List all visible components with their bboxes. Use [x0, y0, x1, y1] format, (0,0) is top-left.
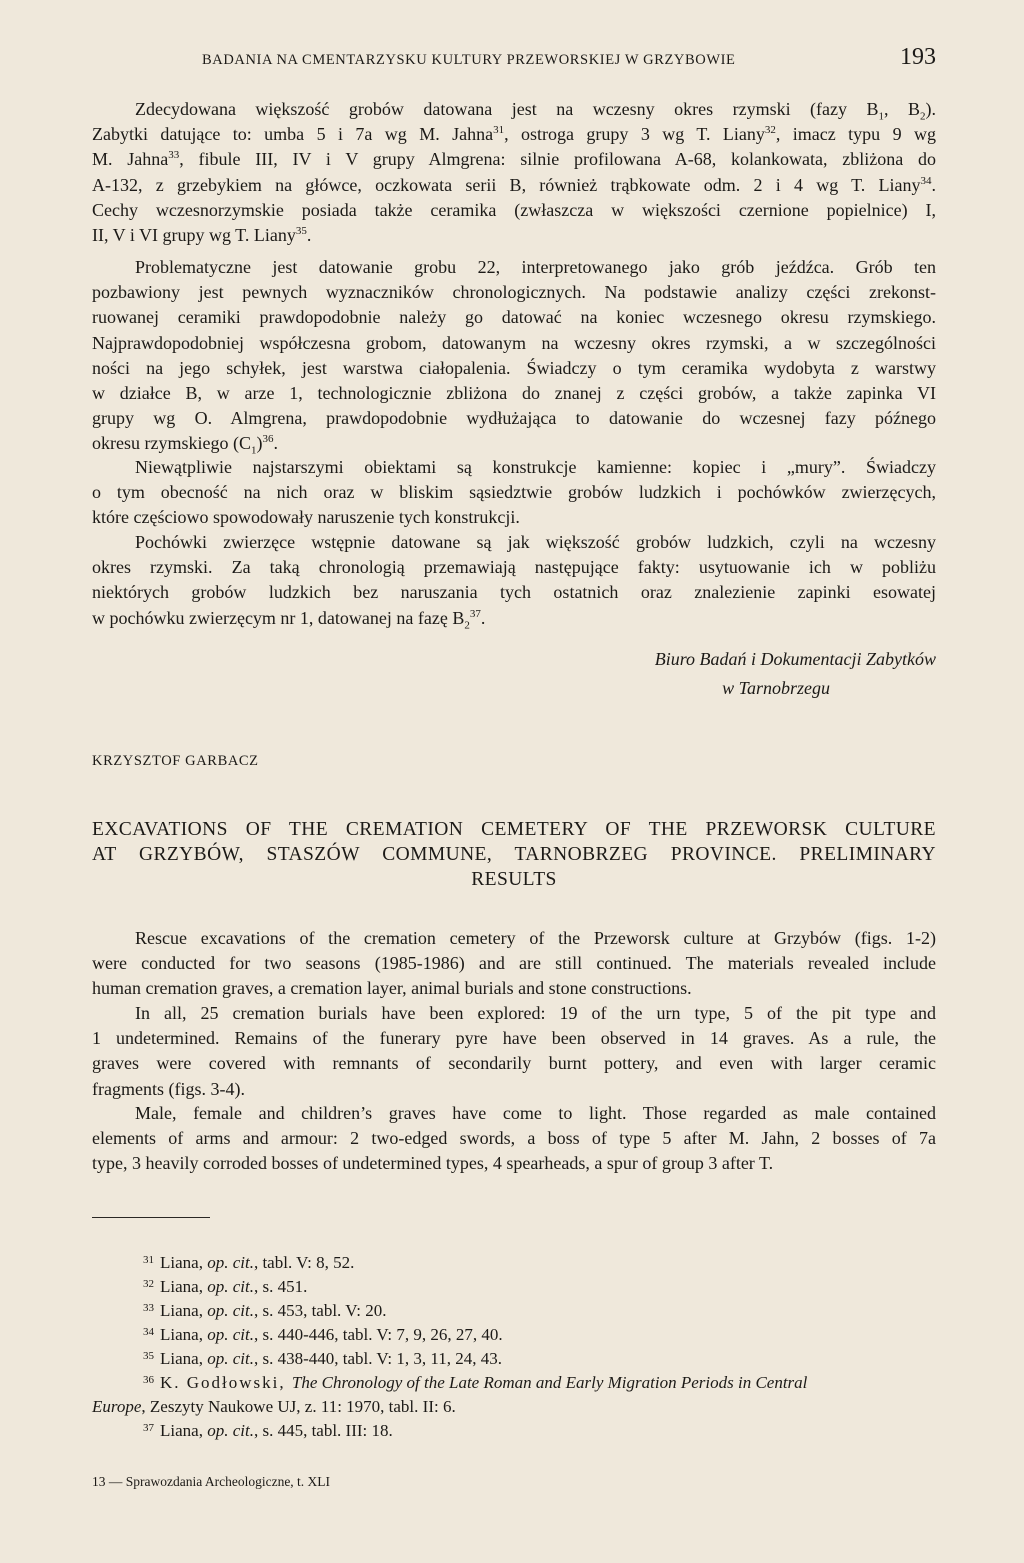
footnote-number: 32 — [143, 1278, 154, 1290]
text-line: Problematyczne jest datowanie grobu 22, interpretowanego jako grób jeźdźca. Grób ten — [135, 257, 936, 277]
text-line: type, 3 heavily corroded bosses of undetermined types, 4 spearheads, a spur of group 3 after T. — [92, 1153, 774, 1174]
footnote-number: 37 — [143, 1422, 154, 1434]
paragraph-cremation-burials — [92, 1001, 936, 1102]
footnote-separator — [92, 1217, 210, 1218]
text-line: Zabytki datujące to: umba 5 i 7a wg M. Jahna$^{31}$, ostroga grupy 3 wg T. Liany$^{32}$, imacz typu 9 wg — [92, 124, 936, 145]
text-line: okres rzymski. Za taką chronologią przemawiają następujące fakty: usytuowanie ich w pobliżu — [92, 557, 936, 578]
text-line: Pochówki zwierzęce wstępnie datowane są jak większość grobów ludzkich, czyli na wczesny — [135, 532, 936, 552]
signature-line: 13 — Sprawozdania Archeologiczne, t. XLI — [92, 1474, 331, 1489]
paragraph-rescue-excavations — [92, 926, 936, 1002]
article-author: KRZYSZTOF GARBACZ — [92, 753, 259, 769]
text-line: które częściowo spowodowały naruszenie tych konstrukcji. — [92, 507, 520, 528]
text-line: w działce B, w arze 1, technologicznie zbliżona do znanej z części grobów, a także zapinka VI — [92, 383, 936, 404]
footnote-34: 34 Liana, op. cit., s. 440-446, tabl. V: 7, 9, 26, 27, 40. — [160, 1323, 936, 1347]
text-line: Najprawdopodobniej współczesna grobom, datowanym na wczesny okres rzymski, a w szczególności — [92, 332, 936, 353]
footnote-35: 35 Liana, op. cit., s. 438-440, tabl. V: 1, 3, 11, 24, 43. — [160, 1347, 936, 1371]
paragraph-graves-finds — [92, 1101, 936, 1177]
text-line: grupy wg O. Almgrena, prawdopodobnie wydłużająca to datowanie do wczesnej fazy późnego — [92, 408, 936, 429]
footnote-number: 35 — [143, 1350, 154, 1362]
title-line: AT GRZYBÓW, STASZÓW COMMUNE, TARNOBRZEG PROVINCE. PRELIMINARY — [92, 844, 936, 865]
paragraph-grave-22 — [92, 255, 936, 457]
affiliation-line: w Tarnobrzegu — [722, 678, 830, 698]
footnote-36-continued: Europe, Zeszyty Naukowe UJ, z. 11: 1970, tabl. II: 6. — [92, 1397, 456, 1416]
title-line: EXCAVATIONS OF THE CREMATION CEMETERY OF THE PRZEWORSK CULTURE — [92, 819, 936, 840]
text-line: Cechy wczesnorzymskie posiada także ceramika (zwłaszcza w większości czernione popielnice) I, — [92, 199, 936, 220]
footnote-36: 36 K. Godłowski, The Chronology of the Late Roman and Early Migration Periods in Central — [160, 1371, 936, 1395]
paragraph-dating-early-roman — [92, 97, 936, 248]
text-line: okresu rzymskiego $(C_1)^{36}$. — [92, 433, 278, 458]
title-line: RESULTS — [471, 869, 557, 890]
footnote-number: 33 — [143, 1302, 154, 1314]
author-affiliation — [560, 645, 936, 703]
text-line: 1 undetermined. Remains of the funerary pyre have been observed in 14 graves. As a rule, the — [92, 1028, 936, 1049]
text-line: o tym obecność na nich oraz w bliskim sąsiedztwie grobów ludzkich i pochówków zwierzęcych, — [92, 482, 936, 503]
text-line: ności na jego schyłek, jest warstwa ciałopalenia. Świadczy o tym ceramika wydobyta z warstwy — [92, 357, 936, 378]
text-line: elements of arms and armour: 2 two-edged swords, a boss of type 5 after M. Jahn, 2 bosses of 7a — [92, 1128, 936, 1149]
footnote-number: 34 — [143, 1326, 154, 1338]
text-line: Niewątpliwie najstarszymi obiektami są konstrukcje kamienne: kopiec i „mury”. Świadczy — [135, 457, 936, 477]
paragraph-stone-constructions — [92, 455, 936, 531]
footnote-33: 33 Liana, op. cit., s. 453, tabl. V: 20. — [160, 1299, 936, 1323]
affiliation-line: Biuro Badań i Dokumentacji Zabytków — [654, 649, 936, 669]
text-line: w pochówku zwierzęcym nr 1, datowanej na fazę $B_2^{37}$. — [92, 607, 486, 632]
running-title: BADANIA NA CMENTARZYSKU KULTURY PRZEWORSKIEJ W GRZYBOWIE — [202, 52, 736, 68]
text-line: M. Jahna$^{33}$, fibule III, IV i V grupy Almgrena: silnie profilowana A-68, kolankowata, zbliżona do — [92, 149, 936, 170]
text-line: Rescue excavations of the cremation cemetery of the Przeworsk culture at Grzybów (figs. 1-2) — [135, 928, 936, 948]
footnote-number: 36 — [143, 1374, 154, 1386]
text-line: Male, female and children’s graves have come to light. Those regarded as male contained — [135, 1103, 936, 1123]
article-title — [92, 817, 936, 892]
text-line: niektórych grobów ludzkich bez naruszania tych ostatnich oraz znalezienie zapinki esowatej — [92, 582, 936, 603]
footnote-37: 37 Liana, op. cit., s. 445, tabl. III: 18. — [160, 1419, 936, 1443]
text-line: A-132, z grzebykiem na główce, oczkowata serii B, również trąbkowate odm. 2 i 4 wg T. Liany$^{34}$. — [92, 174, 936, 195]
text-line: II, V i VI grupy wg T. Liany$^{35}$. — [92, 225, 312, 246]
text-line: pozbawiony jest pewnych wyznaczników chronologicznych. Na podstawie analizy części zrekonst- — [92, 282, 936, 303]
paragraph-animal-burials — [92, 530, 936, 631]
text-line: human cremation graves, a cremation layer, animal burials and stone constructions. — [92, 978, 692, 999]
running-head — [92, 46, 936, 76]
text-line: In all, 25 cremation burials have been explored: 19 of the urn type, 5 of the pit type and — [135, 1003, 936, 1023]
footnote-31: 31 Liana, op. cit., tabl. V: 8, 52. — [160, 1251, 936, 1275]
text-line: graves were covered with remnants of secondarily burnt pottery, and even with larger ceramic — [92, 1053, 936, 1074]
text-line: ruowanej ceramiki prawdopodobnie należy go datować na koniec wczesnego okresu rzymskiego. — [92, 307, 936, 328]
text-line: were conducted for two seasons (1985-1986) and are still continued. The materials revealed include — [92, 953, 936, 974]
footnote-32: 32 Liana, op. cit., s. 451. — [160, 1275, 936, 1299]
text-line: fragments (figs. 3-4). — [92, 1078, 245, 1099]
text-line: Zdecydowana większość grobów datowana jest na wczesny okres rzymski (fazy $B_1$, $B_2$). — [135, 99, 936, 123]
page-number: 193 — [900, 44, 936, 70]
footnote-number: 31 — [143, 1254, 154, 1266]
